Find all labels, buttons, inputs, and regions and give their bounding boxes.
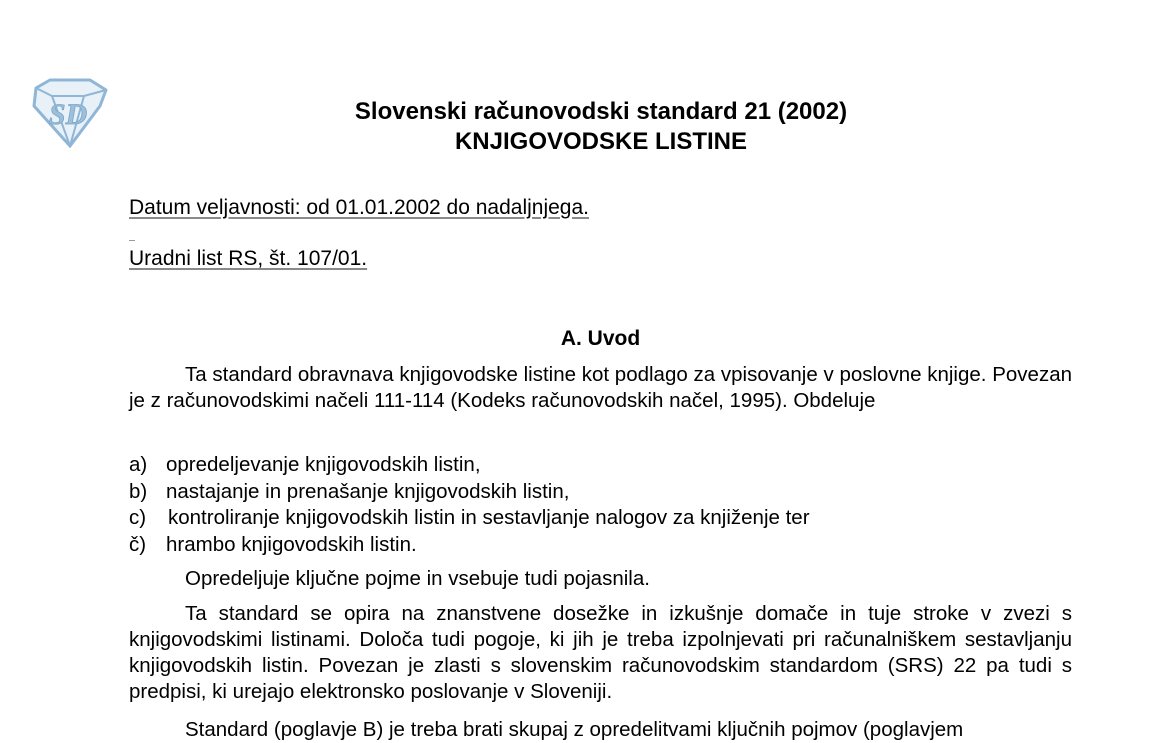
list-item-text: opredeljevanje knjigovodskih listin, <box>166 453 481 476</box>
list-marker: č) <box>129 532 147 556</box>
list-item-text: nastajanje in prenašanje knjigovodskih listin, <box>166 479 570 503</box>
basis-paragraph: Ta standard se opira na znanstvene dosežke in izkušnje domače in tuje stroke v zvezi s knjigovodskimi listinami. Določa tudi pogoje, ki jih je treba izpolnjevati pri računalniškem sestavljanju knjigovodskih listin. Povezan je zlasti s slovenskim računovodskim standardom (SRS) 22 pa tudi s predpisi, ki urejajo elektronsko poslovanje v Sloveniji. <box>129 602 1072 703</box>
srs-diamond-logo-icon <box>28 78 110 148</box>
list-item <box>129 532 1072 559</box>
key-terms-paragraph: Opredeljuje ključne pojme in vsebuje tudi pojasnila. <box>185 567 650 590</box>
document-subtitle: KNJIGOVODSKE LISTINE <box>454 128 748 155</box>
topics-list <box>129 452 1072 558</box>
official-gazette-link[interactable]: Uradni list RS, št. 107/01. <box>129 247 368 270</box>
list-marker: b) <box>129 479 148 503</box>
logo-lettering: SD <box>48 98 88 131</box>
list-marker: a) <box>129 453 148 476</box>
section-heading: A. Uvod <box>560 327 641 350</box>
list-item <box>129 505 1072 532</box>
validity-date-link[interactable]: Datum veljavnosti: od 01.01.2002 do nadaljnjega. <box>129 196 589 219</box>
list-item <box>129 479 1072 506</box>
list-marker: c) <box>129 506 147 529</box>
list-item-text: hrambo knjigovodskih listin. <box>166 532 417 556</box>
document-title: Slovenski računovodski standard 21 (2002) <box>354 98 848 125</box>
list-item <box>129 452 1072 479</box>
list-item-text: kontroliranje knjigovodskih listin in sestavljanje nalogov za knjiženje ter <box>168 506 810 529</box>
reading-paragraph: Standard (poglavje B) je treba brati skupaj z opredelitvami ključnih pojmov (poglavjem <box>185 718 964 741</box>
intro-paragraph: Ta standard obravnava knjigovodske listine kot podlago za vpisovanje v poslovne knjige. Povezan je z računovodskimi načeli 111-114 (Kodeks računovodskih načel, 1995). Obdeluje <box>129 363 1072 412</box>
divider-tick <box>129 240 135 241</box>
